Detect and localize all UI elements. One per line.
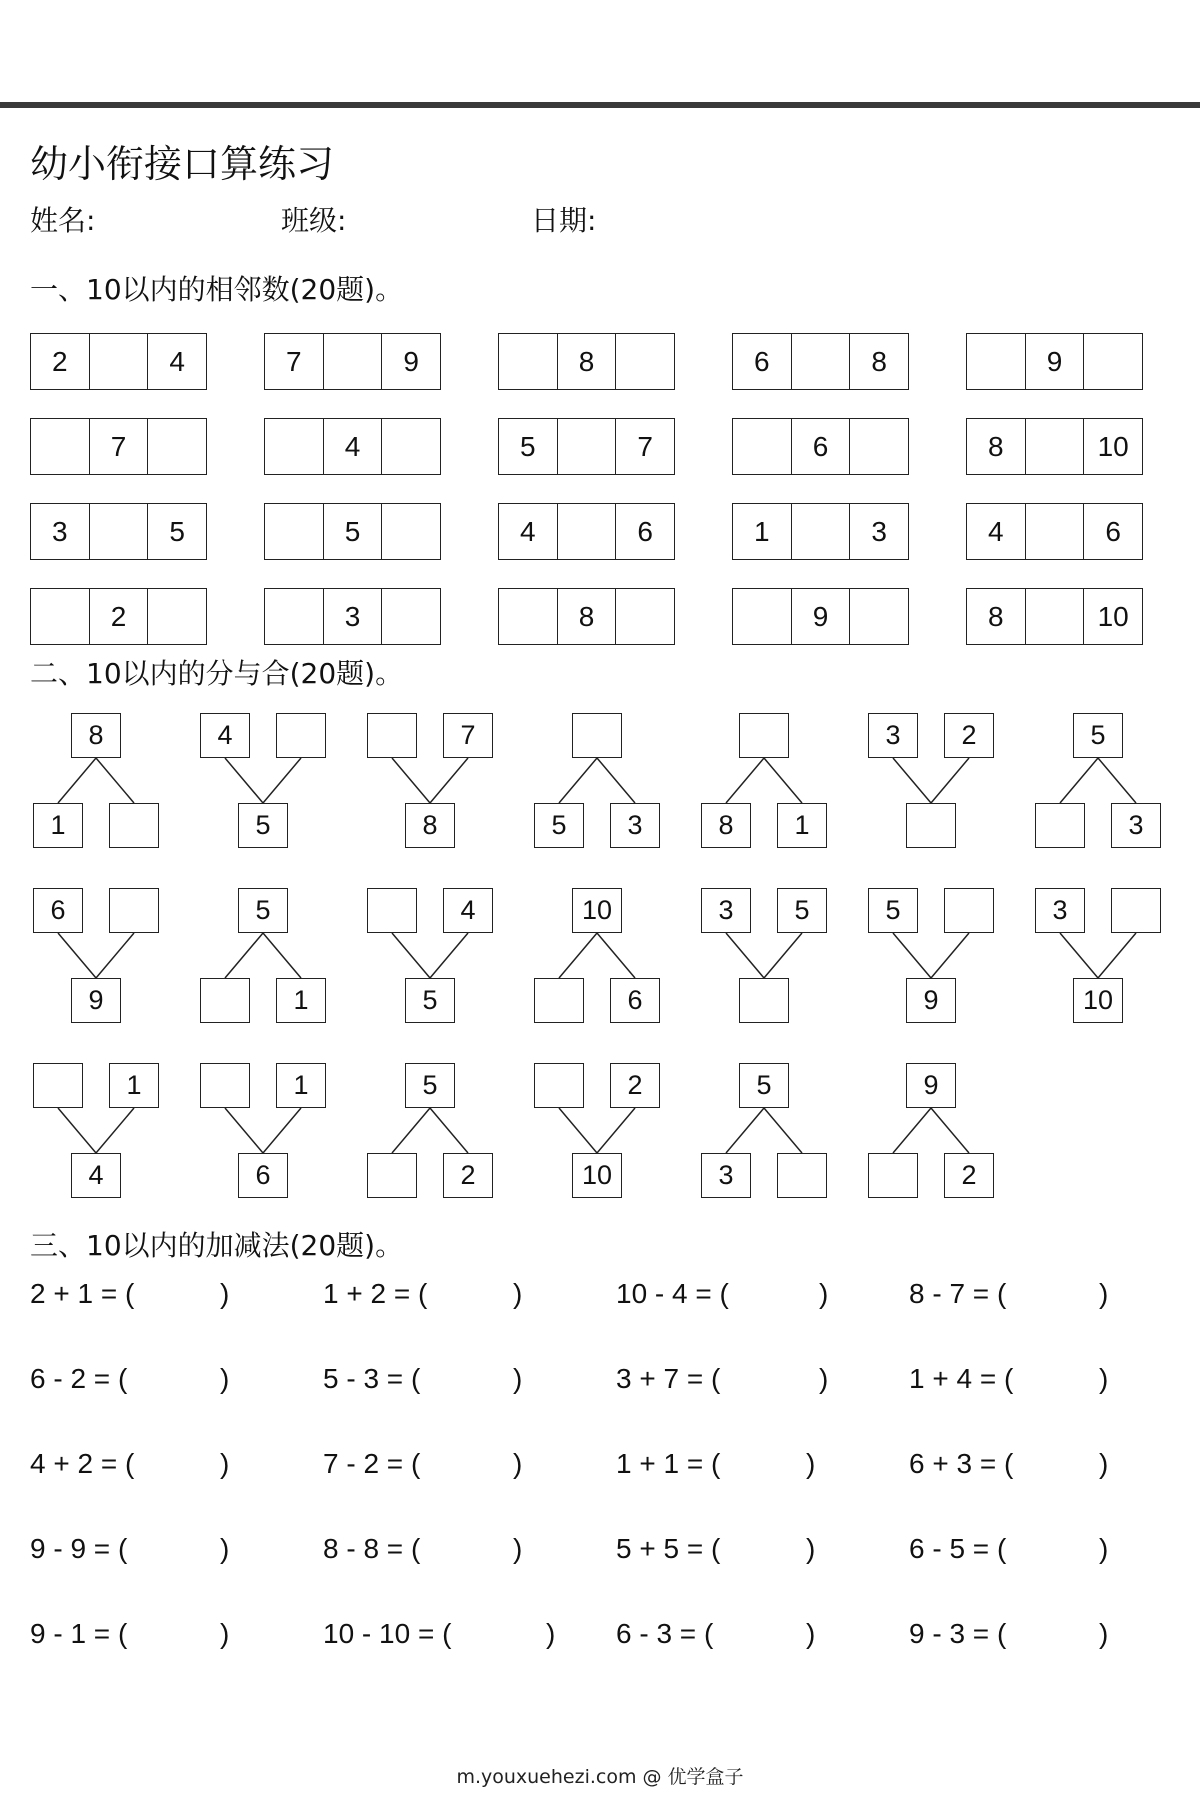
adjacent-number-item (30, 588, 207, 645)
section3-title: 三、10以内的加减法(20题)。 (30, 1229, 404, 1262)
equation-expression: 9 - 1 = ( (30, 1618, 128, 1649)
answer-cell[interactable] (265, 419, 323, 474)
adjacent-number-item (264, 503, 441, 560)
bond-connector-line (559, 1108, 597, 1153)
answer-close-paren: ) (513, 1448, 523, 1479)
number-box: 10 (572, 888, 622, 933)
bond-connector-line (931, 1108, 969, 1153)
bond-connector-line (1098, 758, 1136, 803)
number-box: 3 (701, 888, 751, 933)
answer-close-paren: ) (1099, 1448, 1109, 1479)
adjacent-number-item (264, 588, 441, 645)
answer-cell[interactable] (733, 589, 791, 644)
number-bond-item (200, 1063, 326, 1203)
number-bond-item (701, 1063, 827, 1203)
given-number-cell: 10 (1083, 419, 1142, 474)
equation-item (323, 1276, 573, 1312)
equation-item (323, 1616, 573, 1652)
answer-close-paren: ) (513, 1278, 523, 1309)
answer-cell[interactable] (615, 334, 674, 389)
answer-close-paren: ) (220, 1618, 230, 1649)
answer-cell[interactable] (557, 504, 616, 559)
number-bond-item (534, 713, 660, 853)
answer-close-paren: ) (220, 1533, 230, 1564)
class-label: 班级: (281, 204, 347, 237)
number-box: 3 (701, 1153, 751, 1198)
number-box: 2 (443, 1153, 493, 1198)
equation-expression: 3 + 7 = ( (616, 1363, 721, 1394)
number-bond-item (534, 888, 660, 1028)
answer-box[interactable] (944, 888, 994, 933)
answer-box[interactable] (739, 978, 789, 1023)
equation-expression: 6 - 5 = ( (909, 1533, 1007, 1564)
number-bond-item (534, 1063, 660, 1203)
given-number-cell: 8 (988, 600, 1004, 632)
adjacent-number-item (966, 503, 1143, 560)
bond-connector-line (597, 1108, 635, 1153)
bond-connector-line (225, 758, 263, 803)
answer-close-paren: ) (220, 1278, 230, 1309)
bond-connector-line (58, 758, 96, 803)
equation-item (616, 1616, 866, 1652)
worksheet-title: 幼小衔接口算练习 (30, 142, 335, 186)
bond-connector-line (597, 758, 635, 803)
number-bond-item (33, 713, 159, 853)
answer-cell[interactable] (1083, 334, 1142, 389)
answer-cell[interactable] (849, 589, 908, 644)
number-box: 1 (109, 1063, 159, 1108)
answer-close-paren: ) (806, 1533, 816, 1564)
answer-close-paren: ) (806, 1618, 816, 1649)
number-box: 3 (610, 803, 660, 848)
answer-cell[interactable] (967, 334, 1025, 389)
adjacent-number-item (498, 333, 675, 390)
number-bond-item (701, 888, 827, 1028)
adjacent-number-item (732, 503, 909, 560)
answer-cell[interactable] (1025, 419, 1084, 474)
given-number-cell: 8 (557, 589, 616, 644)
equation-expression: 6 - 2 = ( (30, 1363, 128, 1394)
answer-box[interactable] (534, 1063, 584, 1108)
given-number-cell: 3 (849, 504, 908, 559)
equation-expression: 6 + 3 = ( (909, 1448, 1014, 1479)
number-bond-item (33, 1063, 159, 1203)
given-number-cell: 4 (988, 515, 1004, 547)
bond-connector-line (392, 1108, 430, 1153)
number-bond-item (868, 1063, 994, 1203)
given-number-cell: 6 (754, 345, 770, 377)
bond-connector-line (726, 1108, 764, 1153)
bond-connector-line (263, 1108, 301, 1153)
given-number-cell: 8 (557, 334, 616, 389)
bond-connector-line (893, 933, 931, 978)
bond-connector-line (225, 933, 263, 978)
answer-box[interactable] (906, 803, 956, 848)
adjacent-number-item (732, 333, 909, 390)
given-number-cell: 9 (381, 334, 440, 389)
answer-cell[interactable] (381, 589, 440, 644)
equation-expression: 9 - 3 = ( (909, 1618, 1007, 1649)
equation-expression: 2 + 1 = ( (30, 1278, 135, 1309)
adjacent-number-item (264, 418, 441, 475)
number-box: 5 (777, 888, 827, 933)
given-number-cell: 2 (89, 589, 148, 644)
bond-connector-line (58, 933, 96, 978)
given-number-cell: 5 (147, 504, 206, 559)
equation-item (323, 1446, 573, 1482)
number-box: 5 (868, 888, 918, 933)
bond-connector-line (392, 933, 430, 978)
answer-box[interactable] (367, 713, 417, 758)
adjacent-number-item (30, 418, 207, 475)
given-number-cell: 8 (849, 334, 908, 389)
equation-item (323, 1531, 573, 1567)
given-number-cell: 6 (1083, 504, 1142, 559)
adjacent-number-item (498, 588, 675, 645)
given-number-cell: 4 (520, 515, 536, 547)
given-number-cell: 3 (323, 589, 382, 644)
bond-connector-line (263, 758, 301, 803)
given-number-cell: 8 (988, 430, 1004, 462)
equation-expression: 5 - 3 = ( (323, 1363, 421, 1394)
answer-box[interactable] (109, 888, 159, 933)
bond-connector-line (726, 758, 764, 803)
bond-connector-line (430, 758, 468, 803)
number-box: 5 (405, 1063, 455, 1108)
number-bond-item (367, 713, 493, 853)
answer-cell[interactable] (147, 589, 206, 644)
number-box: 10 (1073, 978, 1123, 1023)
bond-connector-line (764, 933, 802, 978)
equation-expression: 1 + 4 = ( (909, 1363, 1014, 1394)
bond-connector-line (225, 1108, 263, 1153)
number-bond-item (701, 713, 827, 853)
number-box: 3 (1035, 888, 1085, 933)
number-box: 5 (405, 978, 455, 1023)
answer-cell[interactable] (323, 334, 382, 389)
answer-cell[interactable] (733, 419, 791, 474)
number-box: 9 (906, 978, 956, 1023)
equation-expression: 1 + 2 = ( (323, 1278, 428, 1309)
number-bond-item (367, 888, 493, 1028)
number-box: 10 (572, 1153, 622, 1198)
number-box: 4 (443, 888, 493, 933)
number-box: 4 (71, 1153, 121, 1198)
answer-close-paren: ) (819, 1278, 829, 1309)
equation-item (30, 1276, 280, 1312)
number-box: 6 (238, 1153, 288, 1198)
answer-cell[interactable] (147, 419, 206, 474)
top-rule (0, 102, 1200, 108)
bond-connector-line (559, 758, 597, 803)
answer-close-paren: ) (220, 1448, 230, 1479)
number-box: 5 (1073, 713, 1123, 758)
given-number-cell: 6 (615, 504, 674, 559)
answer-cell[interactable] (265, 504, 323, 559)
given-number-cell: 10 (1083, 589, 1142, 644)
equation-expression: 9 - 9 = ( (30, 1533, 128, 1564)
equation-item (909, 1531, 1159, 1567)
answer-cell[interactable] (89, 504, 148, 559)
answer-cell[interactable] (31, 589, 89, 644)
equation-item (616, 1446, 866, 1482)
number-box: 5 (739, 1063, 789, 1108)
adjacent-number-item (498, 418, 675, 475)
number-box: 6 (610, 978, 660, 1023)
answer-box[interactable] (33, 1063, 83, 1108)
equation-item (616, 1531, 866, 1567)
number-bond-item (367, 1063, 493, 1203)
answer-close-paren: ) (220, 1363, 230, 1394)
given-number-cell: 5 (520, 430, 536, 462)
equation-expression: 5 + 5 = ( (616, 1533, 721, 1564)
answer-box[interactable] (200, 978, 250, 1023)
number-box: 3 (868, 713, 918, 758)
bond-connector-line (893, 758, 931, 803)
bond-connector-line (559, 933, 597, 978)
answer-cell[interactable] (1025, 589, 1084, 644)
number-box: 5 (534, 803, 584, 848)
answer-box[interactable] (1035, 803, 1085, 848)
answer-close-paren: ) (546, 1618, 556, 1649)
bond-connector-line (1060, 758, 1098, 803)
answer-box[interactable] (367, 1153, 417, 1198)
answer-close-paren: ) (1099, 1533, 1109, 1564)
equation-item (30, 1531, 280, 1567)
number-box: 6 (33, 888, 83, 933)
answer-cell[interactable] (499, 589, 557, 644)
footer-watermark: m.youxuehezi.com @ 优学盒子 (456, 1766, 744, 1788)
equation-item (30, 1446, 280, 1482)
bond-connector-line (931, 758, 969, 803)
equation-expression: 6 - 3 = ( (616, 1618, 714, 1649)
answer-cell[interactable] (1025, 504, 1084, 559)
equation-item (909, 1361, 1159, 1397)
equation-expression: 10 - 4 = ( (616, 1278, 729, 1309)
adjacent-number-item (732, 588, 909, 645)
equation-item (323, 1361, 573, 1397)
number-bond-item (1035, 888, 1161, 1028)
bond-connector-line (893, 1108, 931, 1153)
given-number-cell: 5 (323, 504, 382, 559)
date-label: 日期: (531, 204, 597, 237)
number-bond-item (868, 888, 994, 1028)
equation-item (909, 1616, 1159, 1652)
bond-connector-line (597, 933, 635, 978)
adjacent-number-item (966, 418, 1143, 475)
number-box: 2 (944, 1153, 994, 1198)
answer-box[interactable] (572, 713, 622, 758)
bond-connector-line (430, 933, 468, 978)
equation-expression: 7 - 2 = ( (323, 1448, 421, 1479)
adjacent-number-item (732, 418, 909, 475)
bond-connector-line (96, 933, 134, 978)
answer-cell[interactable] (557, 419, 616, 474)
bond-connector-line (1060, 933, 1098, 978)
bond-connector-line (263, 933, 301, 978)
number-box: 8 (71, 713, 121, 758)
answer-cell[interactable] (791, 334, 850, 389)
equation-item (616, 1276, 866, 1312)
given-number-cell: 7 (89, 419, 148, 474)
answer-box[interactable] (200, 1063, 250, 1108)
number-bond-item (868, 713, 994, 853)
given-number-cell: 1 (754, 515, 770, 547)
number-box: 9 (906, 1063, 956, 1108)
adjacent-number-item (498, 503, 675, 560)
number-box: 1 (33, 803, 83, 848)
number-bond-item (33, 888, 159, 1028)
answer-cell[interactable] (615, 589, 674, 644)
bond-connector-line (764, 758, 802, 803)
answer-cell[interactable] (265, 589, 323, 644)
answer-cell[interactable] (31, 419, 89, 474)
name-label: 姓名: (30, 204, 96, 237)
answer-close-paren: ) (806, 1448, 816, 1479)
number-box: 1 (276, 978, 326, 1023)
bond-connector-line (96, 1108, 134, 1153)
equation-expression: 8 - 8 = ( (323, 1533, 421, 1564)
given-number-cell: 9 (1025, 334, 1084, 389)
bond-connector-line (58, 1108, 96, 1153)
bond-connector-line (430, 1108, 468, 1153)
given-number-cell: 6 (791, 419, 850, 474)
number-box: 5 (238, 803, 288, 848)
answer-box[interactable] (276, 713, 326, 758)
number-box: 3 (1111, 803, 1161, 848)
equation-expression: 1 + 1 = ( (616, 1448, 721, 1479)
number-box: 8 (405, 803, 455, 848)
bond-connector-line (1098, 933, 1136, 978)
answer-box[interactable] (868, 1153, 918, 1198)
equation-item (909, 1446, 1159, 1482)
number-box: 4 (200, 713, 250, 758)
number-box: 1 (777, 803, 827, 848)
answer-box[interactable] (109, 803, 159, 848)
equation-item (909, 1276, 1159, 1312)
adjacent-number-item (966, 588, 1143, 645)
answer-close-paren: ) (1099, 1618, 1109, 1649)
number-box: 9 (71, 978, 121, 1023)
number-bond-item (1035, 713, 1161, 853)
equation-expression: 10 - 10 = ( (323, 1618, 452, 1649)
section1-title: 一、10以内的相邻数(20题)。 (30, 273, 404, 306)
number-box: 5 (238, 888, 288, 933)
answer-cell[interactable] (791, 504, 850, 559)
answer-close-paren: ) (513, 1533, 523, 1564)
equation-expression: 4 + 2 = ( (30, 1448, 135, 1479)
answer-close-paren: ) (819, 1363, 829, 1394)
equation-item (30, 1361, 280, 1397)
adjacent-number-item (966, 333, 1143, 390)
number-box: 1 (276, 1063, 326, 1108)
answer-cell[interactable] (849, 419, 908, 474)
bond-connector-line (726, 933, 764, 978)
adjacent-number-item (264, 333, 441, 390)
number-box: 2 (944, 713, 994, 758)
bond-connector-line (392, 758, 430, 803)
equation-item (30, 1616, 280, 1652)
number-bond-item (200, 888, 326, 1028)
bond-connector-line (764, 1108, 802, 1153)
adjacent-number-item (30, 333, 207, 390)
answer-box[interactable] (534, 978, 584, 1023)
given-number-cell: 4 (323, 419, 382, 474)
equation-expression: 8 - 7 = ( (909, 1278, 1007, 1309)
number-box: 7 (443, 713, 493, 758)
given-number-cell: 3 (52, 515, 68, 547)
answer-box[interactable] (777, 1153, 827, 1198)
bond-connector-line (931, 933, 969, 978)
number-box: 2 (610, 1063, 660, 1108)
answer-cell[interactable] (499, 334, 557, 389)
answer-cell[interactable] (89, 334, 148, 389)
answer-close-paren: ) (1099, 1278, 1109, 1309)
answer-cell[interactable] (381, 504, 440, 559)
number-bond-item (200, 713, 326, 853)
given-number-cell: 4 (147, 334, 206, 389)
answer-close-paren: ) (1099, 1363, 1109, 1394)
adjacent-number-item (30, 503, 207, 560)
given-number-cell: 2 (52, 345, 68, 377)
bond-connector-line (96, 758, 134, 803)
number-box: 8 (701, 803, 751, 848)
answer-cell[interactable] (381, 419, 440, 474)
given-number-cell: 7 (615, 419, 674, 474)
answer-close-paren: ) (513, 1363, 523, 1394)
equation-item (616, 1361, 866, 1397)
answer-box[interactable] (367, 888, 417, 933)
answer-box[interactable] (1111, 888, 1161, 933)
given-number-cell: 9 (791, 589, 850, 644)
given-number-cell: 7 (286, 345, 302, 377)
answer-box[interactable] (739, 713, 789, 758)
section2-title: 二、10以内的分与合(20题)。 (30, 657, 404, 690)
